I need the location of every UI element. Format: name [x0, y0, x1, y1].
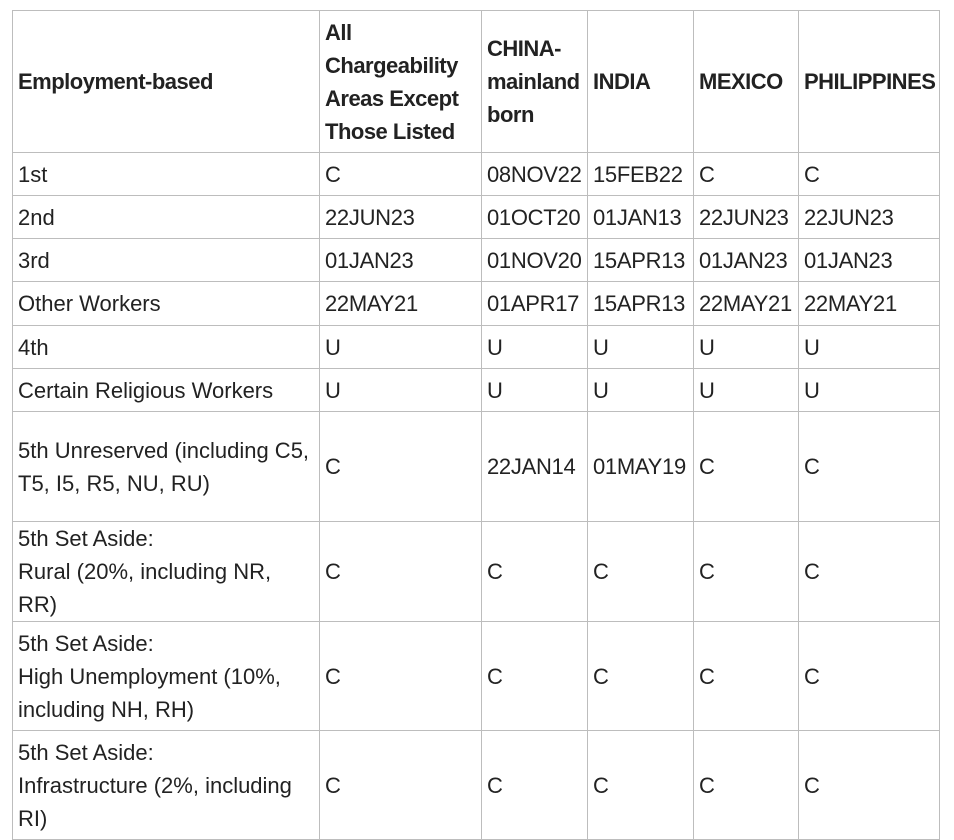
cell-mexico: U — [694, 326, 799, 369]
cell-india: 15APR13 — [588, 282, 694, 326]
cell-all-chargeability: C — [320, 153, 482, 196]
cell-india: C — [588, 731, 694, 840]
cell-india: U — [588, 326, 694, 369]
row-category: 1st — [13, 153, 320, 196]
cell-mexico: 01JAN23 — [694, 239, 799, 282]
cell-china: C — [482, 622, 588, 731]
cell-china: 01NOV20 — [482, 239, 588, 282]
row-category: 5th Set Aside: Rural (20%, including NR, RR) — [13, 522, 320, 622]
header-india: INDIA — [588, 11, 694, 153]
cell-philippines: 22JUN23 — [799, 196, 940, 239]
cell-all-chargeability: C — [320, 622, 482, 731]
cell-india: C — [588, 622, 694, 731]
cell-philippines: C — [799, 731, 940, 840]
cell-all-chargeability: 22JUN23 — [320, 196, 482, 239]
cell-india: U — [588, 369, 694, 412]
cell-china: 08NOV22 — [482, 153, 588, 196]
cell-all-chargeability: C — [320, 522, 482, 622]
cell-china: 01APR17 — [482, 282, 588, 326]
row-category: 5th Unreserved (including C5, T5, I5, R5, NU, RU) — [13, 412, 320, 522]
header-employment-based: Employment-based — [13, 11, 320, 153]
cell-mexico: 22JUN23 — [694, 196, 799, 239]
cell-philippines: U — [799, 326, 940, 369]
cell-mexico: C — [694, 153, 799, 196]
cell-china: U — [482, 369, 588, 412]
cell-philippines: C — [799, 522, 940, 622]
table-row — [13, 326, 940, 369]
row-category: 3rd — [13, 239, 320, 282]
table-row — [13, 239, 940, 282]
cell-china: C — [482, 731, 588, 840]
cell-mexico: C — [694, 522, 799, 622]
cell-all-chargeability: 22MAY21 — [320, 282, 482, 326]
cell-india: C — [588, 522, 694, 622]
cell-india: 01MAY19 — [588, 412, 694, 522]
cell-china: C — [482, 522, 588, 622]
cell-india: 15FEB22 — [588, 153, 694, 196]
cell-india: 01JAN13 — [588, 196, 694, 239]
cell-mexico: C — [694, 622, 799, 731]
cell-philippines: C — [799, 153, 940, 196]
cell-india: 15APR13 — [588, 239, 694, 282]
header-china: CHINA-mainland born — [482, 11, 588, 153]
cell-philippines: 01JAN23 — [799, 239, 940, 282]
table-row — [13, 522, 940, 622]
cell-mexico: 22MAY21 — [694, 282, 799, 326]
row-category: Other Workers — [13, 282, 320, 326]
cell-mexico: C — [694, 731, 799, 840]
header-philippines: PHILIPPINES — [799, 11, 940, 153]
cell-all-chargeability: C — [320, 412, 482, 522]
cell-all-chargeability: 01JAN23 — [320, 239, 482, 282]
row-category: Certain Religious Workers — [13, 369, 320, 412]
row-category: 2nd — [13, 196, 320, 239]
cell-philippines: U — [799, 369, 940, 412]
cell-china: 22JAN14 — [482, 412, 588, 522]
row-category: 5th Set Aside: Infrastructure (2%, including RI) — [13, 731, 320, 840]
table-row — [13, 369, 940, 412]
header-all-chargeability: All Chargeability Areas Except Those Listed — [320, 11, 482, 153]
table-row — [13, 153, 940, 196]
table-header-row — [13, 11, 940, 153]
table-row — [13, 412, 940, 522]
row-category: 5th Set Aside: High Unemployment (10%, including NH, RH) — [13, 622, 320, 731]
cell-mexico: C — [694, 412, 799, 522]
cell-china: U — [482, 326, 588, 369]
cell-philippines: 22MAY21 — [799, 282, 940, 326]
cell-all-chargeability: U — [320, 326, 482, 369]
cell-all-chargeability: U — [320, 369, 482, 412]
cell-china: 01OCT20 — [482, 196, 588, 239]
cell-all-chargeability: C — [320, 731, 482, 840]
table-row — [13, 622, 940, 731]
table-row — [13, 196, 940, 239]
cell-philippines: C — [799, 412, 940, 522]
visa-bulletin-table — [12, 10, 940, 840]
row-category: 4th — [13, 326, 320, 369]
header-mexico: MEXICO — [694, 11, 799, 153]
table-row — [13, 731, 940, 840]
cell-mexico: U — [694, 369, 799, 412]
cell-philippines: C — [799, 622, 940, 731]
table-row — [13, 282, 940, 326]
